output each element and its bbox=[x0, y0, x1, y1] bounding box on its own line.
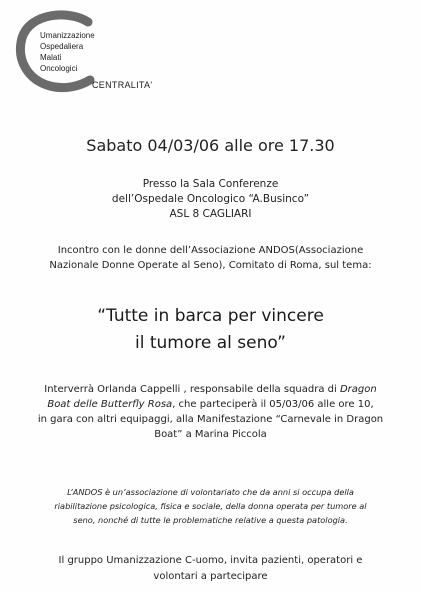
event-venue-line-1: Presso la Sala Conferenze bbox=[142, 178, 279, 190]
logo-text-ospedaliera: Ospedaliera bbox=[40, 42, 84, 51]
speaker-line-2 bbox=[18, 397, 403, 412]
intro-line-2: Nazionale Donne Operate al Seno), Comitato di Roma, sul tema: bbox=[49, 260, 372, 271]
logo-text-umanizzazione: Umanizzazione bbox=[40, 31, 95, 40]
speaker-line-1 bbox=[18, 382, 403, 397]
logo-text-centralita: CENTRALITA' bbox=[92, 80, 153, 90]
event-venue-line-2: dell’Ospedale Oncologico “A.Businco” bbox=[111, 193, 310, 205]
closing-line-2: volontari a partecipare bbox=[153, 571, 268, 582]
talk-title-line-1: “Tutte in barca per vincere bbox=[97, 306, 324, 326]
speaker-line-4: Boat” a Marina Piccola bbox=[154, 429, 267, 440]
speaker-line-1-italic: Dragon bbox=[339, 384, 377, 395]
c-uomo-logo bbox=[10, 10, 160, 100]
talk-title-line-2: il tumore al seno” bbox=[135, 333, 286, 353]
intro-line-1: Incontro con le donne dell’Associazione ANDOS(Associazione bbox=[57, 245, 364, 256]
logo-text-malati: Malati bbox=[40, 53, 62, 62]
speaker-line-2-text: , che parteciperà il 05/03/06 alle ore 10, bbox=[172, 399, 374, 410]
speaker-line-1-text: Interverrà Orlanda Cappelli , responsabile della squadra di bbox=[44, 384, 340, 395]
logo-text-oncologici: Oncologici bbox=[40, 64, 78, 73]
speaker-line-2-italic: Boat delle Butterfly Rosa bbox=[47, 399, 173, 410]
speaker-line-3: in gara con altri equipaggi, alla Manifestazione “Carnevale in Dragon bbox=[37, 414, 384, 425]
andos-note-line-1: L’ANDOS è un’associazione di volontariato che da anni si occupa della bbox=[67, 487, 354, 497]
andos-note-line-3: seno, nonché di tutte le problematiche relative a questa patologia. bbox=[73, 515, 348, 525]
event-date: Sabato 04/03/06 alle ore 17.30 bbox=[86, 136, 335, 155]
closing-line-1: Il gruppo Umanizzazione C-uomo, invita pazienti, operatori e bbox=[58, 555, 363, 566]
event-venue-line-3: ASL 8 CAGLIARI bbox=[169, 208, 252, 220]
andos-note-line-2: riabilitazione psicologica, fisica e sociale, della donna operata per tumore al bbox=[54, 501, 367, 511]
